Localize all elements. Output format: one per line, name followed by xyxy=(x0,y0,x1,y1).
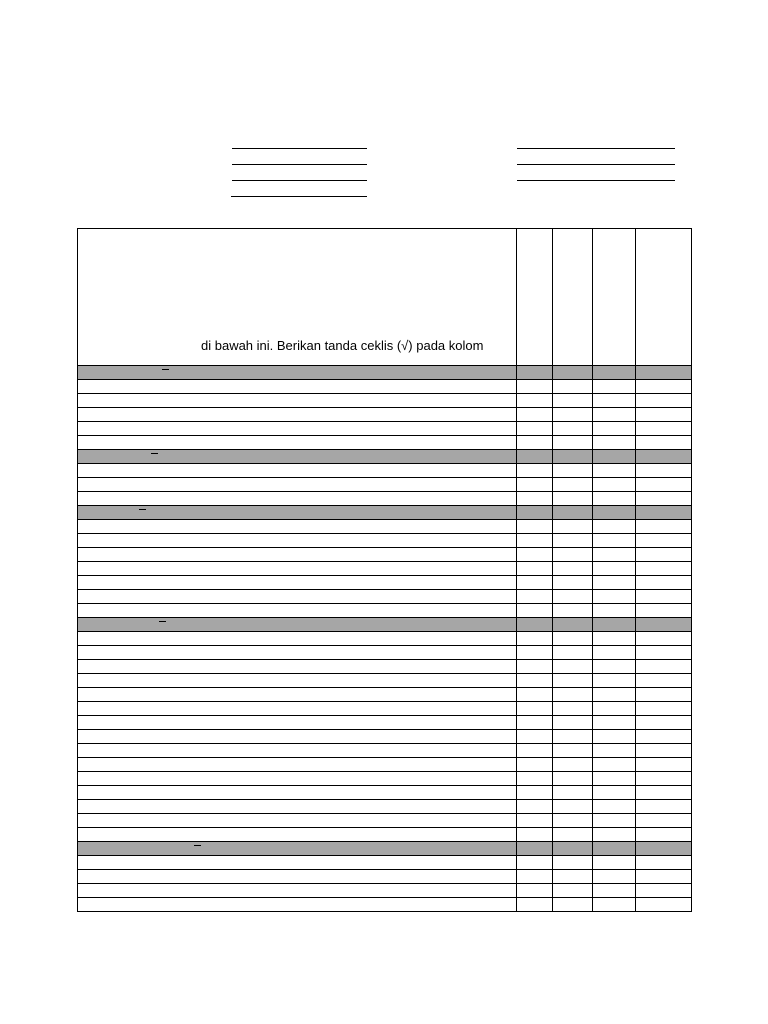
item-description-cell xyxy=(78,548,517,562)
checkbox-cell[interactable] xyxy=(593,744,636,758)
table-row xyxy=(78,786,692,800)
checkbox-cell[interactable] xyxy=(593,800,636,814)
section-dash xyxy=(162,369,169,370)
item-description-cell xyxy=(78,380,517,394)
section-header-row xyxy=(78,618,692,632)
checkbox-cell[interactable] xyxy=(593,730,636,744)
checkbox-cell[interactable] xyxy=(636,884,692,898)
section-rating-cell xyxy=(553,506,593,520)
checkbox-cell[interactable] xyxy=(553,674,593,688)
checkbox-cell[interactable] xyxy=(553,478,593,492)
checkbox-cell[interactable] xyxy=(553,422,593,436)
checkbox-cell[interactable] xyxy=(593,758,636,772)
table-row xyxy=(78,884,692,898)
item-description-cell xyxy=(78,478,517,492)
fill-line[interactable] xyxy=(232,164,367,165)
table-row xyxy=(78,674,692,688)
checkbox-cell[interactable] xyxy=(517,548,553,562)
checkbox-cell[interactable] xyxy=(636,660,692,674)
table-row xyxy=(78,800,692,814)
checkbox-cell[interactable] xyxy=(553,548,593,562)
item-description-cell xyxy=(78,730,517,744)
section-header-row xyxy=(78,506,692,520)
table-row xyxy=(78,464,692,478)
section-header-row xyxy=(78,842,692,856)
checkbox-cell[interactable] xyxy=(553,786,593,800)
section-rating-cell xyxy=(517,618,553,632)
table-row xyxy=(78,478,692,492)
item-description-cell xyxy=(78,674,517,688)
checkbox-cell[interactable] xyxy=(517,464,553,478)
checkbox-cell[interactable] xyxy=(636,632,692,646)
checkbox-cell[interactable] xyxy=(553,744,593,758)
section-rating-cell xyxy=(593,506,636,520)
table-row xyxy=(78,730,692,744)
checkbox-cell[interactable] xyxy=(553,814,593,828)
table-row xyxy=(78,898,692,912)
section-rating-cell xyxy=(517,842,553,856)
item-description-cell xyxy=(78,800,517,814)
section-header-row xyxy=(78,450,692,464)
instruction-text: di bawah ini. Berikan tanda ceklis (√) pada kolom xyxy=(201,338,484,353)
table-row xyxy=(78,604,692,618)
section-rating-cell xyxy=(636,366,692,380)
checkbox-cell[interactable] xyxy=(517,674,553,688)
table-row xyxy=(78,548,692,562)
checkbox-cell[interactable] xyxy=(593,828,636,842)
checkbox-cell[interactable] xyxy=(517,898,553,912)
checkbox-cell[interactable] xyxy=(593,590,636,604)
checkbox-cell[interactable] xyxy=(517,814,553,828)
item-description-cell xyxy=(78,856,517,870)
checkbox-cell[interactable] xyxy=(517,646,553,660)
section-rating-cell xyxy=(636,842,692,856)
checkbox-cell[interactable] xyxy=(593,660,636,674)
checkbox-cell[interactable] xyxy=(636,422,692,436)
checkbox-cell[interactable] xyxy=(636,394,692,408)
section-title-cell xyxy=(78,450,517,464)
section-title-cell xyxy=(78,842,517,856)
checkbox-cell[interactable] xyxy=(593,422,636,436)
checkbox-cell[interactable] xyxy=(517,436,553,450)
checkbox-cell[interactable] xyxy=(517,702,553,716)
table-row xyxy=(78,562,692,576)
section-dash xyxy=(139,509,146,510)
checkbox-cell[interactable] xyxy=(517,520,553,534)
checkbox-cell[interactable] xyxy=(553,800,593,814)
section-header-row xyxy=(78,366,692,380)
checkbox-cell[interactable] xyxy=(636,856,692,870)
checkbox-cell[interactable] xyxy=(593,870,636,884)
checkbox-cell[interactable] xyxy=(593,520,636,534)
checkbox-cell[interactable] xyxy=(517,590,553,604)
checkbox-cell[interactable] xyxy=(517,688,553,702)
checkbox-cell[interactable] xyxy=(553,688,593,702)
fill-line[interactable] xyxy=(517,164,675,165)
checkbox-cell[interactable] xyxy=(517,758,553,772)
checkbox-cell[interactable] xyxy=(517,492,553,506)
table-row xyxy=(78,408,692,422)
table-row xyxy=(78,744,692,758)
item-description-cell xyxy=(78,716,517,730)
rating-column-header xyxy=(636,229,692,366)
item-description-cell xyxy=(78,702,517,716)
checkbox-cell[interactable] xyxy=(636,604,692,618)
checkbox-cell[interactable] xyxy=(636,772,692,786)
checkbox-cell[interactable] xyxy=(593,408,636,422)
checkbox-cell[interactable] xyxy=(636,786,692,800)
section-rating-cell xyxy=(593,618,636,632)
item-description-cell xyxy=(78,604,517,618)
checkbox-cell[interactable] xyxy=(593,702,636,716)
checkbox-cell[interactable] xyxy=(636,702,692,716)
checklist-table xyxy=(77,228,692,912)
checkbox-cell[interactable] xyxy=(553,828,593,842)
table-header-row xyxy=(78,229,692,366)
item-description-cell xyxy=(78,772,517,786)
checkbox-cell[interactable] xyxy=(593,576,636,590)
table-row xyxy=(78,646,692,660)
item-description-cell xyxy=(78,576,517,590)
checkbox-cell[interactable] xyxy=(553,604,593,618)
checkbox-cell[interactable] xyxy=(517,394,553,408)
checkbox-cell[interactable] xyxy=(517,716,553,730)
checkbox-cell[interactable] xyxy=(636,576,692,590)
section-rating-cell xyxy=(593,842,636,856)
checkbox-cell[interactable] xyxy=(593,492,636,506)
section-rating-cell xyxy=(553,618,593,632)
section-rating-cell xyxy=(593,366,636,380)
checkbox-cell[interactable] xyxy=(553,380,593,394)
table-row xyxy=(78,828,692,842)
checkbox-cell[interactable] xyxy=(593,380,636,394)
checkbox-cell[interactable] xyxy=(553,590,593,604)
table-row xyxy=(78,814,692,828)
checkbox-cell[interactable] xyxy=(593,674,636,688)
checkbox-cell[interactable] xyxy=(517,660,553,674)
table-row xyxy=(78,632,692,646)
instruction-cell xyxy=(78,229,517,366)
checkbox-cell[interactable] xyxy=(517,744,553,758)
checkbox-cell[interactable] xyxy=(636,534,692,548)
table-row xyxy=(78,870,692,884)
checkbox-cell[interactable] xyxy=(636,800,692,814)
checkbox-cell[interactable] xyxy=(636,828,692,842)
checkbox-cell[interactable] xyxy=(636,674,692,688)
checkbox-cell[interactable] xyxy=(553,534,593,548)
item-description-cell xyxy=(78,814,517,828)
item-description-cell xyxy=(78,884,517,898)
checkbox-cell[interactable] xyxy=(553,520,593,534)
checkbox-cell[interactable] xyxy=(636,520,692,534)
table-row xyxy=(78,576,692,590)
section-title-cell xyxy=(78,506,517,520)
section-rating-cell xyxy=(517,366,553,380)
section-rating-cell xyxy=(553,842,593,856)
section-rating-cell xyxy=(517,450,553,464)
section-rating-cell xyxy=(517,506,553,520)
checkbox-cell[interactable] xyxy=(517,408,553,422)
table-row xyxy=(78,380,692,394)
checkbox-cell[interactable] xyxy=(636,408,692,422)
item-description-cell xyxy=(78,758,517,772)
table-row xyxy=(78,394,692,408)
checkbox-cell[interactable] xyxy=(636,478,692,492)
checkbox-cell[interactable] xyxy=(553,716,593,730)
fill-line[interactable] xyxy=(232,180,367,181)
fill-line[interactable] xyxy=(517,148,675,149)
checkbox-cell[interactable] xyxy=(593,534,636,548)
checkbox-cell[interactable] xyxy=(517,730,553,744)
checkbox-cell[interactable] xyxy=(636,730,692,744)
table-row xyxy=(78,856,692,870)
table-row xyxy=(78,702,692,716)
checkbox-cell[interactable] xyxy=(636,646,692,660)
table-row xyxy=(78,688,692,702)
checkbox-cell[interactable] xyxy=(636,744,692,758)
checkbox-cell[interactable] xyxy=(593,478,636,492)
checkbox-cell[interactable] xyxy=(636,898,692,912)
checkbox-cell[interactable] xyxy=(593,688,636,702)
checkbox-cell[interactable] xyxy=(553,562,593,576)
item-description-cell xyxy=(78,394,517,408)
checkbox-cell[interactable] xyxy=(553,492,593,506)
checkbox-cell[interactable] xyxy=(636,436,692,450)
item-description-cell xyxy=(78,534,517,548)
checkbox-cell[interactable] xyxy=(553,436,593,450)
fill-line[interactable] xyxy=(232,148,367,149)
item-description-cell xyxy=(78,898,517,912)
checkbox-cell[interactable] xyxy=(553,646,593,660)
checkbox-cell[interactable] xyxy=(636,492,692,506)
checkbox-cell[interactable] xyxy=(593,436,636,450)
checkbox-cell[interactable] xyxy=(553,856,593,870)
section-rating-cell xyxy=(636,618,692,632)
fill-line[interactable] xyxy=(517,180,675,181)
checkbox-cell[interactable] xyxy=(553,870,593,884)
section-dash xyxy=(194,845,201,846)
item-description-cell xyxy=(78,436,517,450)
section-rating-cell xyxy=(636,450,692,464)
section-title-cell xyxy=(78,618,517,632)
checkbox-cell[interactable] xyxy=(517,534,553,548)
item-description-cell xyxy=(78,744,517,758)
checkbox-cell[interactable] xyxy=(636,716,692,730)
item-description-cell xyxy=(78,688,517,702)
checkbox-cell[interactable] xyxy=(636,870,692,884)
item-description-cell xyxy=(78,870,517,884)
table-row xyxy=(78,534,692,548)
checkbox-cell[interactable] xyxy=(593,716,636,730)
table-row xyxy=(78,772,692,786)
rating-column-header xyxy=(517,229,553,366)
checkbox-cell[interactable] xyxy=(636,688,692,702)
item-description-cell xyxy=(78,464,517,478)
checkbox-cell[interactable] xyxy=(517,772,553,786)
checkbox-cell[interactable] xyxy=(553,772,593,786)
checkbox-cell[interactable] xyxy=(553,576,593,590)
checkbox-cell[interactable] xyxy=(553,660,593,674)
item-description-cell xyxy=(78,660,517,674)
checkbox-cell[interactable] xyxy=(517,828,553,842)
section-dash xyxy=(159,621,166,622)
checkbox-cell[interactable] xyxy=(517,856,553,870)
checkbox-cell[interactable] xyxy=(593,548,636,562)
checkbox-cell[interactable] xyxy=(553,408,593,422)
section-rating-cell xyxy=(593,450,636,464)
table-row xyxy=(78,520,692,534)
checkbox-cell[interactable] xyxy=(553,758,593,772)
checkbox-cell[interactable] xyxy=(593,464,636,478)
table-row xyxy=(78,492,692,506)
checkbox-cell[interactable] xyxy=(517,380,553,394)
checkbox-cell[interactable] xyxy=(553,632,593,646)
checkbox-cell[interactable] xyxy=(636,548,692,562)
item-description-cell xyxy=(78,422,517,436)
checkbox-cell[interactable] xyxy=(517,478,553,492)
checkbox-cell[interactable] xyxy=(593,898,636,912)
table-row xyxy=(78,422,692,436)
checkbox-cell[interactable] xyxy=(593,856,636,870)
section-rating-cell xyxy=(553,450,593,464)
checkbox-cell[interactable] xyxy=(517,870,553,884)
checkbox-cell[interactable] xyxy=(517,422,553,436)
checkbox-cell[interactable] xyxy=(553,464,593,478)
item-description-cell xyxy=(78,828,517,842)
section-dash xyxy=(151,453,158,454)
checkbox-cell[interactable] xyxy=(636,380,692,394)
section-title-cell xyxy=(78,366,517,380)
checkbox-cell[interactable] xyxy=(517,786,553,800)
checkbox-cell[interactable] xyxy=(553,884,593,898)
checkbox-cell[interactable] xyxy=(593,814,636,828)
section-rating-cell xyxy=(636,506,692,520)
checkbox-cell[interactable] xyxy=(517,632,553,646)
checkbox-cell[interactable] xyxy=(636,464,692,478)
table-row xyxy=(78,758,692,772)
checkbox-cell[interactable] xyxy=(517,604,553,618)
table-row xyxy=(78,660,692,674)
checkbox-cell[interactable] xyxy=(593,562,636,576)
rating-column-header xyxy=(553,229,593,366)
checkbox-cell[interactable] xyxy=(593,786,636,800)
checkbox-cell[interactable] xyxy=(636,590,692,604)
checkbox-cell[interactable] xyxy=(593,632,636,646)
item-description-cell xyxy=(78,408,517,422)
checkbox-cell[interactable] xyxy=(636,758,692,772)
checkbox-cell[interactable] xyxy=(553,702,593,716)
checkbox-cell[interactable] xyxy=(593,394,636,408)
item-description-cell xyxy=(78,520,517,534)
section-rating-cell xyxy=(553,366,593,380)
item-description-cell xyxy=(78,562,517,576)
item-description-cell xyxy=(78,646,517,660)
checkbox-cell[interactable] xyxy=(553,394,593,408)
table-row xyxy=(78,716,692,730)
checkbox-cell[interactable] xyxy=(517,562,553,576)
rating-column-header xyxy=(593,229,636,366)
checkbox-cell[interactable] xyxy=(553,898,593,912)
checkbox-cell[interactable] xyxy=(593,772,636,786)
table-row xyxy=(78,590,692,604)
checkbox-cell[interactable] xyxy=(517,576,553,590)
checkbox-cell[interactable] xyxy=(593,604,636,618)
checkbox-cell[interactable] xyxy=(517,884,553,898)
item-description-cell xyxy=(78,632,517,646)
fill-line[interactable] xyxy=(231,196,367,197)
checkbox-cell[interactable] xyxy=(517,800,553,814)
checkbox-cell[interactable] xyxy=(593,884,636,898)
item-description-cell xyxy=(78,492,517,506)
item-description-cell xyxy=(78,590,517,604)
table-row xyxy=(78,436,692,450)
checkbox-cell[interactable] xyxy=(593,646,636,660)
checkbox-cell[interactable] xyxy=(636,562,692,576)
checkbox-cell[interactable] xyxy=(553,730,593,744)
checkbox-cell[interactable] xyxy=(636,814,692,828)
item-description-cell xyxy=(78,786,517,800)
